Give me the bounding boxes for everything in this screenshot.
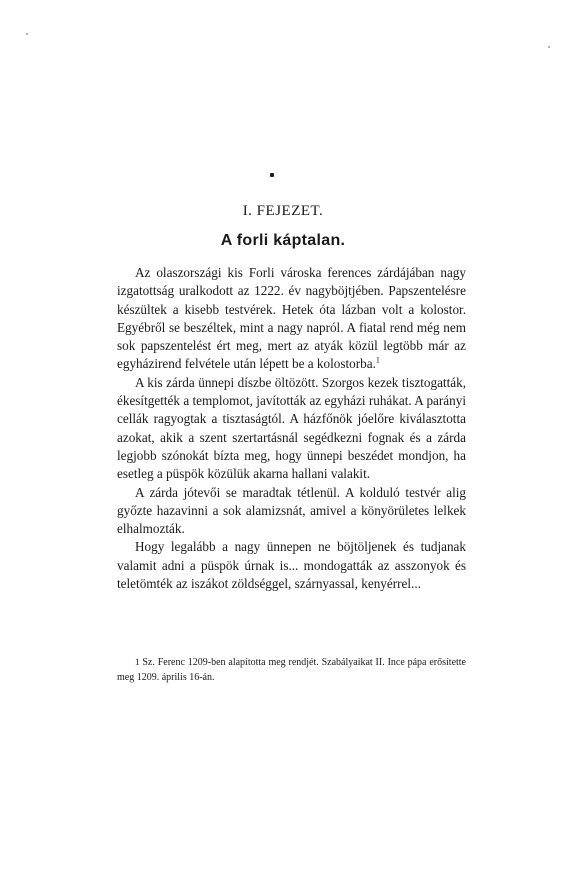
paragraph <box>117 484 466 539</box>
paragraph-text: Hogy legalább a nagy ünnepen ne böjtöljenek és tudjanak valamit adni a püspök úrnak is... mondogatták az asszonyok és teletömték az iszákot zöldséggel, szárnyassal, kenyérrel... <box>117 539 466 592</box>
paragraph <box>117 264 466 374</box>
paragraph-text: A zárda jótevői se maradtak tétlenül. A kolduló testvér alig győzte hazavinni a sok alamizsnát, amivel a könyörületes lelkek elhalmozták. <box>117 484 466 537</box>
footnote-mark: 1 <box>135 657 140 667</box>
footnote-reference: 1 <box>375 356 380 366</box>
paragraph-text: A kis zárda ünnepi díszbe öltözött. Szorgos kezek tisztogatták, ékesítgették a templomot, javították az egyházi ruhákat. A parányi cellák ragyogtak a tisztaságtól. A házfőnök jóelőre kiválasztotta azokat, akik a szent szertartásnál segédkezni fognak és a zárda legjobb szónokát bízta meg, hogy ünnepi beszédet mondjon, ha esetleg a püspök közülük akarna hallani valakit. <box>117 374 466 482</box>
body-text <box>117 264 466 593</box>
ornament-dot <box>270 173 274 177</box>
print-speck <box>548 46 550 48</box>
print-speck <box>26 33 28 35</box>
footnote <box>117 655 466 685</box>
chapter-heading: I. FEJEZET. <box>242 203 324 219</box>
paragraph <box>117 538 466 593</box>
footnote-text: Sz. Ferenc 1209-ben alapította meg rendjét. Szabályaikat II. Ince pápa erősítette meg 1209. április 16-án. <box>117 657 467 683</box>
paragraph <box>117 374 466 484</box>
chapter-title: A forli káptalan. <box>220 232 346 249</box>
paragraph-text: Az olaszországi kis Forli városka ferences zárdájában nagy izgatottság uralkodott az 1222. év nagyböjtjében. Papszentelésre készültek a kisebb testvérek. Hetek óta lázban volt a kolostor. Egyébről se beszéltek, mint a nagy napról. A fiatal rend még nem sok papszentelést ért meg, mert az atyák közül legtöbb már az egyházirend felvétele után lépett be a kolostorba. <box>117 265 466 372</box>
